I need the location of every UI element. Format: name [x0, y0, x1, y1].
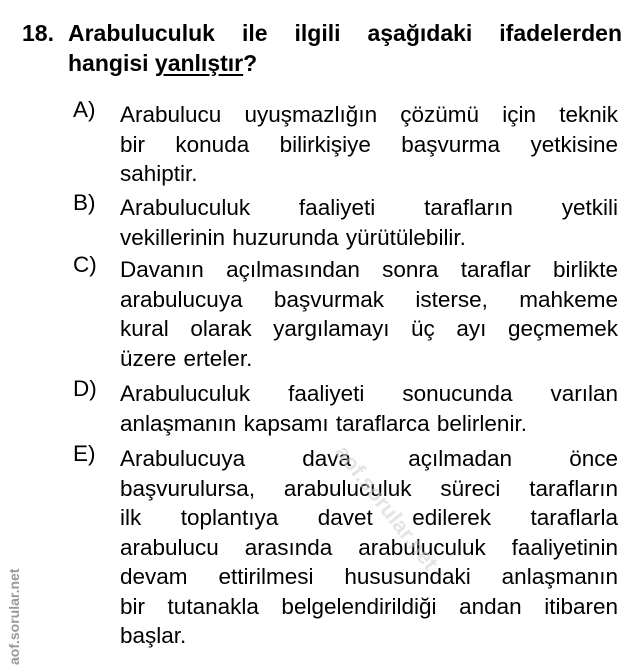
option-text-line: başvurulursa, arabuluculuk süreci tarafların [120, 475, 618, 501]
option-c[interactable] [73, 252, 618, 373]
option-text-line: bir konuda bilirkişiye başvurma yetkisine [120, 131, 618, 157]
question-mark: ? [243, 50, 258, 76]
option-text-line: anlaşmanın kapsamı taraflarca belirlenir. [120, 410, 527, 436]
option-text-line: üzere erteler. [120, 345, 253, 371]
option-text-line: arabulucu arasında arabuluculuk faaliyetinin [120, 534, 618, 560]
option-text-line: Arabuluculuk faaliyeti tarafların yetkili [120, 195, 618, 220]
option-text-line: kural olarak yargılamayı üç ayı geçmemek [120, 316, 618, 341]
underlined-keyword: yanlıştır [154, 50, 244, 76]
option-text-line: ilk toplantıya davet edilerek taraflarla [120, 505, 618, 530]
question-line [68, 48, 622, 78]
option-d[interactable] [73, 376, 618, 438]
option-text-line: arabulucuya başvurmak isterse, mahkeme [120, 286, 618, 312]
question-line: Arabuluculuk ile ilgili aşağıdaki ifadelerden [68, 20, 622, 46]
question-text: hangisi [68, 50, 155, 76]
watermark: aof.sorular.net [330, 440, 444, 575]
option-label: A) [73, 97, 96, 122]
option-label: C) [73, 252, 97, 277]
option-text-line: başlar. [120, 623, 187, 648]
option-text-line: Davanın açılmasından sonra taraflar birlikte [120, 257, 618, 282]
side-watermark-text: aof.sorular.net [6, 568, 22, 665]
option-label: B) [73, 190, 96, 215]
option-text-line: vekillerinin huzurunda yürütülebilir. [120, 224, 466, 250]
option-label: D) [73, 376, 97, 401]
question-stem [22, 18, 622, 78]
option-label: E) [73, 441, 96, 466]
option-text-line: bir tutanakla belgelendirildiği andan itibaren [120, 593, 618, 619]
option-a[interactable] [73, 97, 618, 189]
option-b[interactable] [73, 190, 618, 252]
option-text-line: devam ettirilmesi hususundaki anlaşmanın [120, 564, 618, 589]
option-text-line: Arabulucu uyuşmazlığın çözümü için teknik [120, 102, 618, 127]
question-number: 18. [22, 20, 54, 46]
option-text-line: Arabulucuya dava açılmadan önce [120, 446, 618, 471]
option-text-line: Arabuluculuk faaliyeti sonucunda varılan [120, 381, 618, 406]
option-text-line: sahiptir. [120, 161, 198, 186]
